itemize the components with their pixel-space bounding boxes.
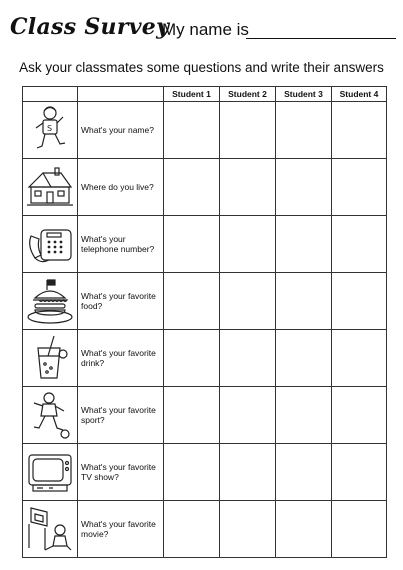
question-tv-show: What's your favorite TV show?: [78, 444, 164, 501]
answer-cell[interactable]: [332, 330, 387, 387]
answer-cell[interactable]: [332, 387, 387, 444]
answer-cell[interactable]: [164, 387, 220, 444]
answer-cell[interactable]: [276, 330, 332, 387]
name-answer-line[interactable]: [246, 38, 396, 39]
header-row: [23, 87, 387, 102]
table-row: [23, 102, 387, 159]
answer-cell[interactable]: [220, 330, 276, 387]
column-header-student-2: Student 2: [220, 87, 276, 102]
answer-cell[interactable]: [220, 159, 276, 216]
header-blank-question: [78, 87, 164, 102]
answer-cell[interactable]: [332, 102, 387, 159]
answer-cell[interactable]: [164, 444, 220, 501]
answer-cell[interactable]: [164, 102, 220, 159]
question-sport: What's your favorite sport?: [78, 387, 164, 444]
drink-icon: [23, 330, 78, 387]
answer-cell[interactable]: [220, 273, 276, 330]
answer-cell[interactable]: [164, 159, 220, 216]
answer-cell[interactable]: [276, 273, 332, 330]
page-title: Class Survey: [10, 14, 170, 40]
movie-watching-icon: [23, 501, 78, 558]
answer-cell[interactable]: [276, 387, 332, 444]
survey-table: [22, 86, 387, 558]
answer-cell[interactable]: [220, 102, 276, 159]
column-header-student-1: Student 1: [164, 87, 220, 102]
column-header-student-3: Student 3: [276, 87, 332, 102]
soccer-player-icon: [23, 387, 78, 444]
table-row: [23, 273, 387, 330]
table-row: [23, 216, 387, 273]
answer-cell[interactable]: [164, 501, 220, 558]
question-drink: What's your favorite drink?: [78, 330, 164, 387]
answer-cell[interactable]: [276, 444, 332, 501]
boy-icon: [23, 102, 78, 159]
answer-cell[interactable]: [332, 501, 387, 558]
name-label: My name is: [162, 20, 249, 39]
telephone-icon: [23, 216, 78, 273]
instructions: Ask your classmates some questions and write their answers: [19, 60, 384, 75]
svg-text:S: S: [47, 124, 53, 133]
burger-icon: [23, 273, 78, 330]
column-header-student-4: Student 4: [332, 87, 387, 102]
table-row: [23, 330, 387, 387]
answer-cell[interactable]: [276, 216, 332, 273]
house-icon: [23, 159, 78, 216]
table-row: [23, 387, 387, 444]
tv-icon: [23, 444, 78, 501]
answer-cell[interactable]: [220, 387, 276, 444]
answer-cell[interactable]: [220, 216, 276, 273]
question-name: What's your name?: [78, 102, 164, 159]
answer-cell[interactable]: [332, 444, 387, 501]
answer-cell[interactable]: [276, 159, 332, 216]
question-home: Where do you live?: [78, 159, 164, 216]
answer-cell[interactable]: [332, 216, 387, 273]
answer-cell[interactable]: [220, 444, 276, 501]
answer-cell[interactable]: [164, 273, 220, 330]
header-blank-picture: [23, 87, 78, 102]
question-food: What's your favorite food?: [78, 273, 164, 330]
answer-cell[interactable]: [332, 273, 387, 330]
question-telephone: What's your telephone number?: [78, 216, 164, 273]
answer-cell[interactable]: [276, 102, 332, 159]
answer-cell[interactable]: [164, 216, 220, 273]
table-row: [23, 159, 387, 216]
answer-cell[interactable]: [332, 159, 387, 216]
table-row: [23, 444, 387, 501]
question-movie: What's your favorite movie?: [78, 501, 164, 558]
answer-cell[interactable]: [276, 501, 332, 558]
answer-cell[interactable]: [164, 330, 220, 387]
table-row: [23, 501, 387, 558]
answer-cell[interactable]: [220, 501, 276, 558]
